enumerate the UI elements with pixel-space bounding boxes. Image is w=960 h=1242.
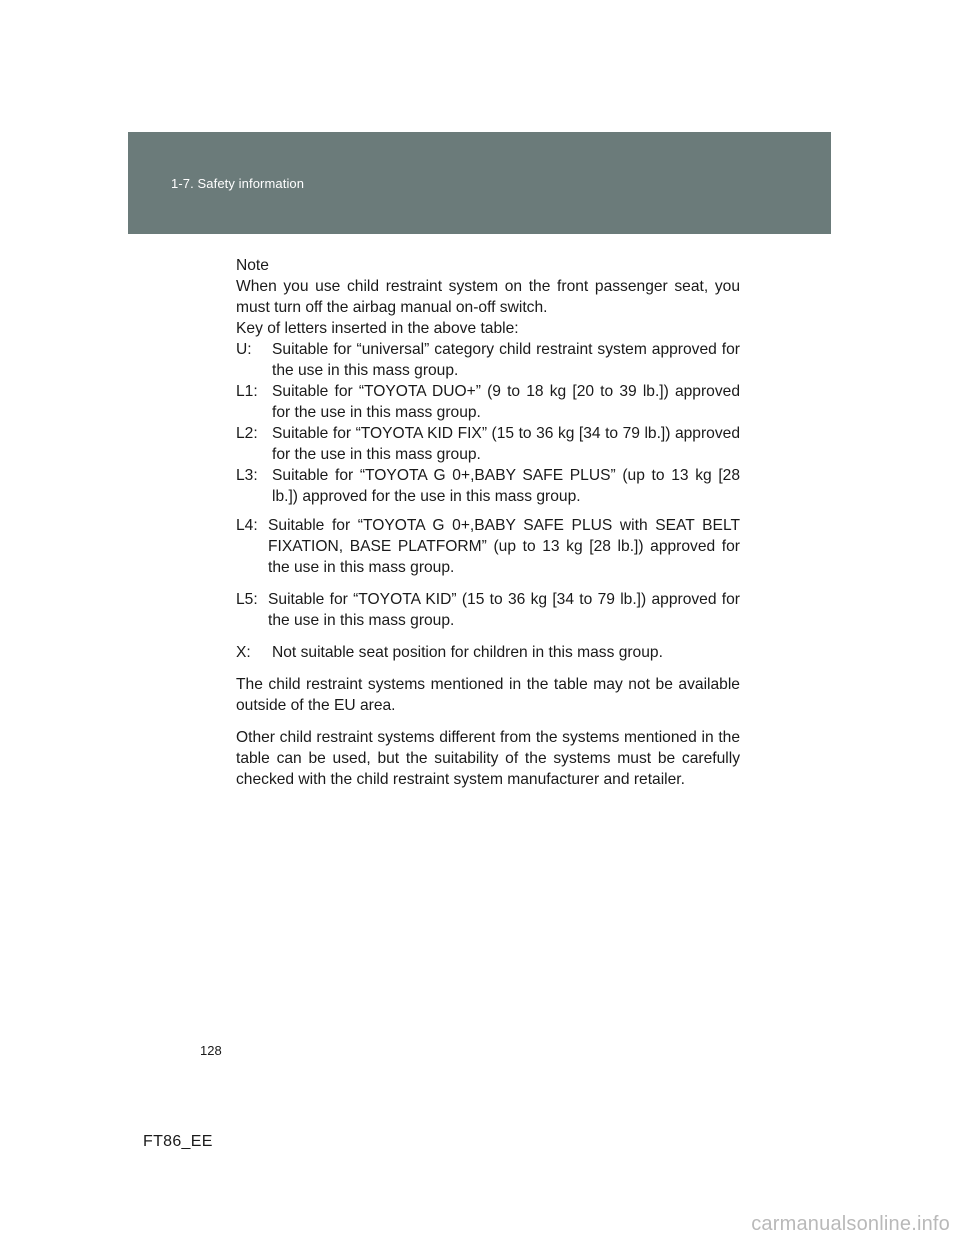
page-number: 128 [200, 1043, 222, 1058]
definition-x [236, 642, 740, 663]
definition-text: Suitable for “TOYOTA G 0+,BABY SAFE PLUS” (up to 13 kg [28 lb.]) approved for the use in this mass group. [272, 467, 740, 505]
definition-key: L2: [236, 425, 258, 442]
note-label: Note [236, 257, 269, 274]
definition-key: L1: [236, 383, 258, 400]
definition-l5 [236, 589, 740, 631]
other-systems-paragraph: Other child restraint systems different from the systems mentioned in the table can be used, but the suitability of the systems must be carefully checked with the child restraint system manufacturer and retailer. [236, 729, 740, 788]
definition-l4 [236, 515, 740, 578]
definition-text: Suitable for “TOYOTA KID FIX” (15 to 36 kg [34 to 79 lb.]) approved for the use in this mass group. [272, 425, 740, 463]
definition-l1 [236, 381, 740, 423]
section-header-band [128, 132, 831, 234]
watermark: carmanualsonline.info [751, 1213, 950, 1235]
key-intro: Key of letters inserted in the above table: [236, 320, 519, 337]
definition-text: Suitable for “TOYOTA G 0+,BABY SAFE PLUS with SEAT BELT FIXATION, BASE PLATFORM” (up to 13 kg [28 lb.]) approved for the use in this mass group. [268, 517, 740, 576]
definition-text: Suitable for “universal” category child restraint system approved for the use in this mass group. [272, 341, 740, 379]
note-text: When you use child restraint system on the front passenger seat, you must turn off the airbag manual on-off switch. [236, 278, 740, 316]
definition-l2 [236, 423, 740, 465]
definition-text: Suitable for “TOYOTA KID” (15 to 36 kg [34 to 79 lb.]) approved for the use in this mass group. [268, 591, 740, 629]
definition-key: U: [236, 341, 252, 358]
page-content [236, 255, 740, 790]
definition-text: Not suitable seat position for children in this mass group. [272, 644, 663, 661]
document-code: FT86_EE [143, 1133, 213, 1150]
definition-key: L4: [236, 517, 258, 534]
section-label: 1-7. Safety information [171, 176, 305, 191]
availability-paragraph: The child restraint systems mentioned in the table may not be available outside of the EU area. [236, 676, 740, 714]
definition-u [236, 339, 740, 381]
definition-key: X: [236, 644, 251, 661]
definition-key: L3: [236, 467, 258, 484]
definition-text: Suitable for “TOYOTA DUO+” (9 to 18 kg [20 to 39 lb.]) approved for the use in this mass group. [272, 383, 740, 421]
definition-l3 [236, 465, 740, 507]
definition-key: L5: [236, 591, 258, 608]
